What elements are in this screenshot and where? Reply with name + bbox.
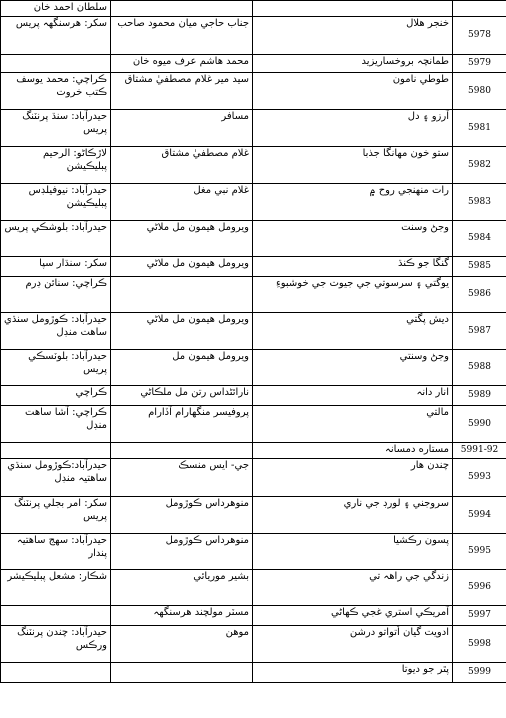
publisher-cell: ڪراچي: محمد يوسف ڪتب خروت <box>1 73 111 110</box>
table-row <box>1 534 506 570</box>
author-cell: جي- ايس منسڪ <box>111 459 253 497</box>
publisher-cell: حيدرآباد: سهج ساهتيہ پندار <box>1 534 111 570</box>
title-cell: زندگي جي راهہ تي <box>253 570 453 606</box>
author-cell: پروفيسر منگهارام آڏارام <box>111 406 253 443</box>
publisher-cell <box>1 55 111 73</box>
record-number: 5995 <box>453 534 506 570</box>
record-number: 5993 <box>453 459 506 497</box>
publisher-cell: شڪار: مشعل پبليڪيشر <box>1 570 111 606</box>
table-row <box>1 277 506 313</box>
table-row <box>1 257 506 277</box>
table-row <box>1 459 506 497</box>
table-row <box>1 55 506 73</box>
publisher-cell: حيدرآباد: چندن پرنٽنگ ورڪس <box>1 626 111 663</box>
title-cell: چندن هار <box>253 459 453 497</box>
title-cell: مالتي <box>253 406 453 443</box>
title-cell: ادويت گيان اُتواتو درشن <box>253 626 453 663</box>
author-cell: منوهرداس ڪوڙومل <box>111 497 253 534</box>
record-number: 5990 <box>453 406 506 443</box>
author-cell: بشير موريائي <box>111 570 253 606</box>
author-cell: نارائڻداس رتن مل ملڪاڻي <box>111 386 253 406</box>
record-number: 5988 <box>453 350 506 386</box>
publisher-cell: سکر: سنڌار سپا <box>1 257 111 277</box>
publisher-cell: ڪراچي: آشا ساهت منڊل <box>1 406 111 443</box>
title-cell: پسون رڪشيا <box>253 534 453 570</box>
author-cell: موهن <box>111 626 253 663</box>
publisher-cell: حيدرآباد: ڪوڙومل سنڌي ساهت منڊل <box>1 313 111 350</box>
table-row <box>1 406 506 443</box>
title-cell: يوگتي ۽ سرسوتي جي جيوت جي خوشبوءِ <box>253 277 453 313</box>
table-row <box>1 17 506 55</box>
author-cell: ويرومل هيمون مل ملاڻي <box>111 313 253 350</box>
table-row <box>1 184 506 221</box>
record-number: 5999 <box>453 663 506 683</box>
record-number: 5981 <box>453 110 506 147</box>
author-cell: ويرومل هيمون مل ملاڻي <box>111 257 253 277</box>
title-cell: گنگا جو ڪنڌ <box>253 257 453 277</box>
publisher-cell <box>1 443 111 459</box>
publisher-cell: حيدرآباد: سنڌ پرنٽنگ پريس <box>1 110 111 147</box>
table-row <box>1 313 506 350</box>
title-cell: وجڻ وسنت <box>253 221 453 257</box>
record-number: 5994 <box>453 497 506 534</box>
title-cell: انار دانہ <box>253 386 453 406</box>
publisher-cell: حيدرآباد: بلوٽسڪي پريس <box>1 350 111 386</box>
publisher-cell: حيدرآباد: بلوشڪي پريس <box>1 221 111 257</box>
title-cell: وجڻ وسنتي <box>253 350 453 386</box>
author-cell: جناب حاجي ميان محمود صاحب <box>111 17 253 55</box>
record-number: 5997 <box>453 606 506 626</box>
record-number: 5985 <box>453 257 506 277</box>
table-row <box>1 110 506 147</box>
table-row <box>1 73 506 110</box>
table-row <box>1 606 506 626</box>
title-cell: آمريڪي استري غجي ڪهاڻي <box>253 606 453 626</box>
title-cell: ديش پگتي <box>253 313 453 350</box>
author-cell: سيد مير غلام مصطفيٰ مشتاق <box>111 73 253 110</box>
record-number <box>453 1 506 17</box>
publisher-cell: سلطان احمد خان <box>1 1 111 17</box>
publisher-cell: لاڙڪاڻو: الرحيم پبليڪيشن <box>1 147 111 184</box>
record-number: 5996 <box>453 570 506 606</box>
table-row <box>1 221 506 257</box>
author-cell <box>111 443 253 459</box>
author-cell: غلام نبي مغل <box>111 184 253 221</box>
record-number: 5987 <box>453 313 506 350</box>
catalog-body <box>1 1 506 683</box>
table-row <box>1 443 506 459</box>
record-number: 5991-92 <box>453 443 506 459</box>
table-row <box>1 570 506 606</box>
table-row <box>1 350 506 386</box>
author-cell: مسافر <box>111 110 253 147</box>
author-cell: ويرومل هيمون مل ملاڻي <box>111 221 253 257</box>
record-number: 5984 <box>453 221 506 257</box>
record-number: 5982 <box>453 147 506 184</box>
record-number: 5980 <box>453 73 506 110</box>
title-cell: طوطي نامون <box>253 73 453 110</box>
author-cell <box>111 663 253 683</box>
title-cell: طمانچہ بروخساريزيد <box>253 55 453 73</box>
title-cell: آرزو ۽ دل <box>253 110 453 147</box>
publisher-cell: ڪراچي <box>1 386 111 406</box>
title-cell: رات منهنجي روح ۾ <box>253 184 453 221</box>
table-row <box>1 663 506 683</box>
table-row <box>1 626 506 663</box>
table-row <box>1 1 506 17</box>
author-cell: محمد هاشم عرف ميوه خان <box>111 55 253 73</box>
title-cell: مستاره دمسانہ <box>253 443 453 459</box>
table-row <box>1 386 506 406</box>
publisher-cell <box>1 606 111 626</box>
author-cell: مسٽر مولچند هرسنگهہ <box>111 606 253 626</box>
publisher-cell: سکر: هرسنگهہ پريس <box>1 17 111 55</box>
record-number: 5978 <box>453 17 506 55</box>
table-row <box>1 147 506 184</box>
title-cell <box>253 1 453 17</box>
title-cell: ستو خون مهانگا جذبا <box>253 147 453 184</box>
publisher-cell: سکر: امر بجلي پرنٽنگ پريس <box>1 497 111 534</box>
publisher-cell: حيدرآباد:ڪوڙومل سنڌي ساهتيہ منڊل <box>1 459 111 497</box>
author-cell: منوهرداس ڪوڙومل <box>111 534 253 570</box>
record-number: 5979 <box>453 55 506 73</box>
author-cell: غلام مصطفيٰ مشتاق <box>111 147 253 184</box>
publisher-cell <box>1 663 111 683</box>
table-row <box>1 497 506 534</box>
author-cell <box>111 277 253 313</box>
title-cell: خنجر هلال <box>253 17 453 55</box>
record-number: 5989 <box>453 386 506 406</box>
record-number: 5983 <box>453 184 506 221</box>
author-cell <box>111 1 253 17</box>
title-cell: سروجني ۽ لورڊ جي ناري <box>253 497 453 534</box>
record-number: 5986 <box>453 277 506 313</box>
author-cell: ويرومل هيمون مل <box>111 350 253 386</box>
publisher-cell: حيدرآباد: نيوفيلڊس پبليڪيشن <box>1 184 111 221</box>
title-cell: پٿر جو ديوتا <box>253 663 453 683</box>
record-number: 5998 <box>453 626 506 663</box>
publisher-cell: ڪراچي: سنائن ڊرم <box>1 277 111 313</box>
